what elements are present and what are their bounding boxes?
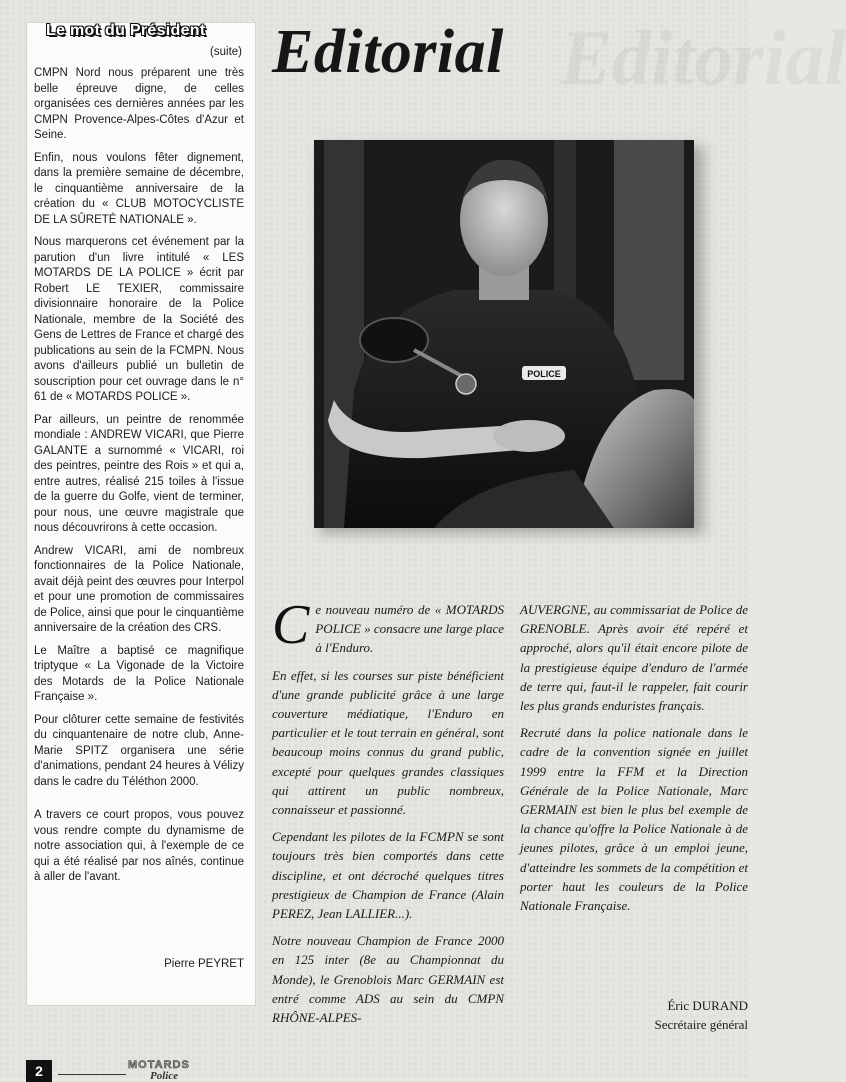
- president-text: [34, 66, 244, 893]
- editorial-title: Editorial: [272, 18, 504, 86]
- magazine-logo: [128, 1060, 228, 1082]
- shirt-badge-text: POLICE: [527, 369, 561, 379]
- editorial-column-2: [520, 600, 748, 923]
- portrait-photo: [314, 140, 694, 528]
- editorial-paragraph: En effet, si les courses sur piste bénéficient d'une grande publicité grâce à une large couverture médiatique, l'Enduro en particulier et le tout terrain en général, sont beaucoup moins connus du grand public, excepté pour quelques grandes classiques qui attirent un public nombreux, connaisseur et passionné.: [272, 667, 504, 818]
- president-signature: Pierre PEYRET: [164, 958, 244, 970]
- president-paragraph: Nous marquerons cet événement par la parution d'un livre intitulé « LES MOTARDS DE LA POLICE » écrit par Robert LE TEXIER, commissaire divisionnaire honoraire de la Police Nationale, membre de la Société des Gens de Lettres de France et chargé des publications au sein de la FCMPN. Nous avons d'ailleurs publié un bulletin de souscription pour cet ouvrage dans le n° 61 de « MOTARDS POLICE ».: [34, 236, 244, 403]
- magazine-logo-line2: Police: [150, 1070, 179, 1082]
- president-paragraph: Par ailleurs, un peintre de renommée mondiale : ANDREW VICARI, que Pierre GALANTE a surnommé « VICARI, roi des peintres, peintre des Rois » et qui a, entre autres, réalisé 215 toiles à l'issue de la guerre du Golfe, vient de terminer, pour nous, une œuvre magistrale que nous découvrirons à cette occasion.: [34, 413, 244, 534]
- footer-rule: [58, 1074, 126, 1075]
- editorial-paragraph: [272, 594, 504, 658]
- president-paragraph: Pour clôturer cette semaine de festivités du cinquantenaire de notre club, Anne-Marie SPITZ organisera une série d'animations, pendant 24 heures à Vélizy dans le cadre du Téléthon 2000.: [34, 713, 244, 788]
- editorial-title-watermark: Editorial: [560, 14, 846, 101]
- president-paragraph: Le Maître a baptisé ce magnifique triptyque « La Vigonade de la Victoire des Motards de la Police Nationale Française ».: [34, 644, 244, 703]
- magazine-logo-line1: MOTARDS: [128, 1059, 190, 1071]
- page-number: 2: [26, 1060, 52, 1082]
- editorial-column-1: [272, 594, 504, 1035]
- editorial-signature-name: Éric DURAND: [667, 998, 748, 1013]
- portrait-illustration: [314, 140, 694, 528]
- editorial-signature-role: Secrétaire général: [654, 1017, 748, 1032]
- president-suite-label: (suite): [210, 46, 242, 58]
- editorial-paragraph: Notre nouveau Champion de France 2000 en 125 inter (8e au Championnat du Monde), le Grenoblois Marc GERMAIN est entré comme ADS au sein du CMPN RHÔNE-ALPES-: [272, 933, 504, 1026]
- president-paragraph: A travers ce court propos, vous pouvez vous rendre compte du dynamisme de notre association qui, à l'exemple de ce qui a été réalisé par nos aînés, continue à aller de l'avant.: [34, 809, 244, 883]
- president-column-title: Le mot du Président: [46, 22, 206, 39]
- editorial-dropcap: C: [272, 594, 310, 656]
- editorial-lead-text: e nouveau numéro de « MOTARDS POLICE » consacre une large place à l'Enduro.: [315, 602, 504, 656]
- president-paragraph: Andrew VICARI, ami de nombreux fonctionnaires de la Police Nationale, avait déjà peint des œuvres pour Interpol et pour une promotion de commissaires de Police, ainsi que pour le cinquantième anniversaire de la création des CRS.: [34, 544, 244, 634]
- editorial-paragraph: Cependant les pilotes de la FCMPN se sont toujours très bien comportés dans cette discipline, et ont décroché quelques titres prestigieux de Champion de France (Alain PEREZ, Jean LALLIER...).: [272, 829, 504, 922]
- editorial-signature: [560, 996, 748, 1034]
- president-paragraph: Enfin, nous voulons fêter dignement, dans la première semaine de décembre, le cinquantième anniversaire de la création du « CLUB MOTOCYCLISTE DE LA SÛRETÉ NATIONALE ».: [34, 151, 244, 226]
- editorial-paragraph: Recruté dans la police nationale dans le cadre de la convention signée en juillet 1999 entre la FFM et la Direction Générale de la Police Nationale, Marc GERMAIN est bien le plus bel exemple de la chance qu'offre la Police Nationale à de jeunes pilotes, grâce à un emploi jeune, d'atteindre les sommets de la compétition et porter haut les couleurs de la Police Nationale Française.: [520, 725, 748, 914]
- editorial-paragraph: AUVERGNE, au commissariat de Police de GRENOBLE. Après avoir été repéré et approché, alors qu'il était encore pilote de la prestigieuse équipe d'enduro de l'armée de terre qui, faut-il le rappeler, fait courir les plus grands enduristes français.: [520, 602, 748, 714]
- president-paragraph: CMPN Nord nous préparent une très belle épreuve digne, de celles organisées ces dernières années par les CMPN Provence-Alpes-Côtes d'Azur et Seine.: [34, 67, 244, 141]
